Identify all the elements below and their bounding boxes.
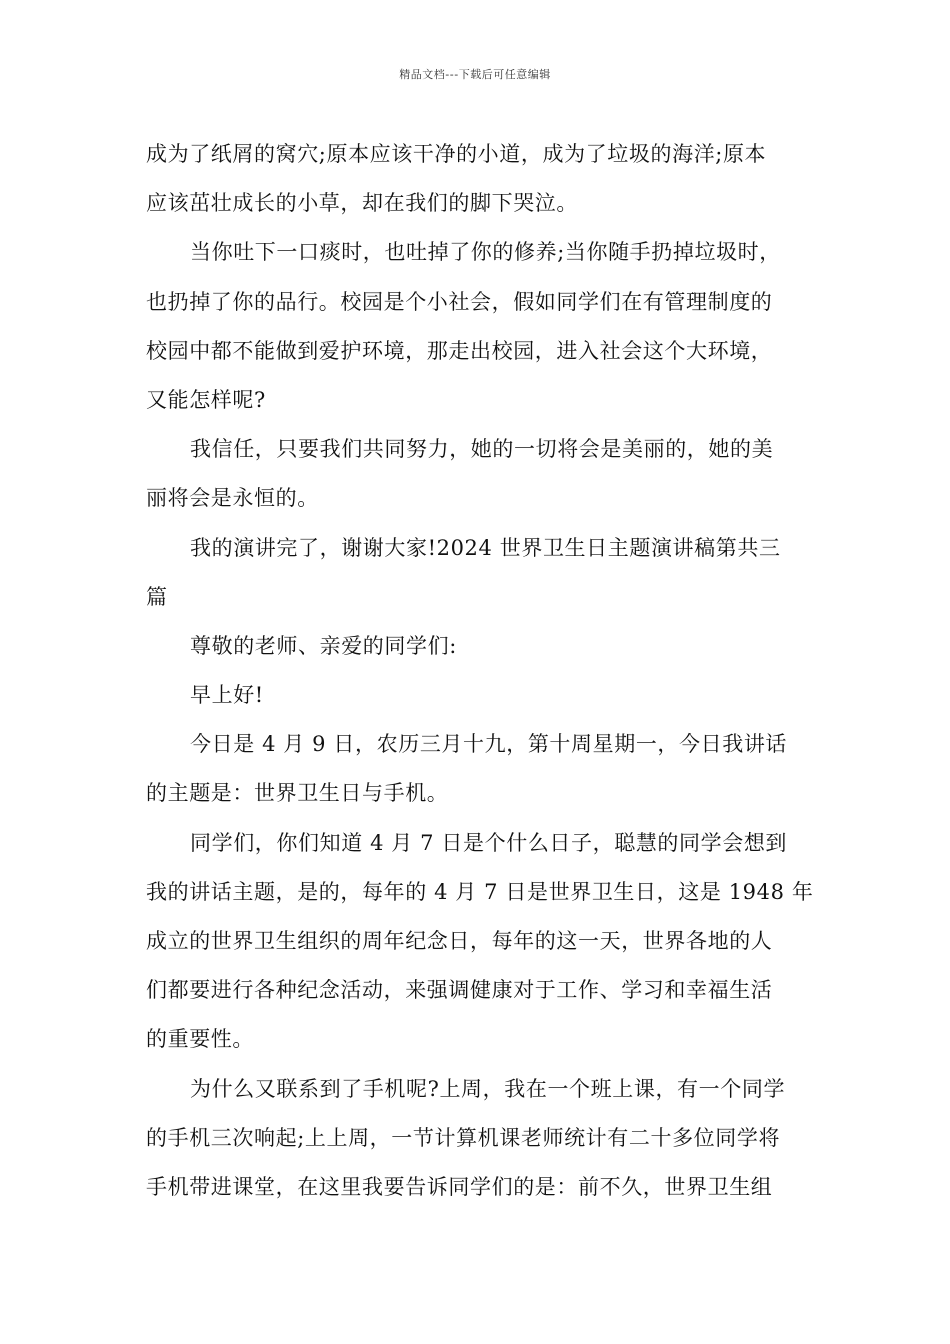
text-line: 丽将会是永恒的。 [146,486,319,511]
text-line: 们都要进行各种纪念活动，来强调健康对于工作、学习和幸福生活 [146,978,773,1003]
page-header: 精品文档---下载后可任意编辑 [399,68,551,81]
text-line: 篇 [146,584,168,609]
text-line: 我的讲话主题，是的，每年的 4 月 7 日是世界卫生日，这是 1948 年 [146,879,814,904]
text-line: 尊敬的老师、亲爱的同学们: [190,633,457,658]
text-line: 今日是 4 月 9 日，农历三月十九，第十周星期一，今日我讲话 [190,732,788,757]
text-line: 应该茁壮成长的小草，却在我们的脚下哭泣。 [146,191,578,216]
text-line: 同学们，你们知道 4 月 7 日是个什么日子，聪慧的同学会想到 [190,830,788,855]
text-line: 的重要性。 [146,1027,254,1052]
text-line: 成立的世界卫生组织的周年纪念日，每年的这一天，世界各地的人 [146,929,773,953]
text-line: 我的演讲完了，谢谢大家!2024 世界卫生日主题演讲稿第共三 [190,535,781,560]
text-line: 我信任，只要我们共同努力，她的一切将会是美丽的，她的美 [190,437,774,462]
text-line: 当你吐下一口痰时，也吐掉了你的修养;当你随手扔掉垃圾时， [190,240,781,265]
document-body [146,130,814,1212]
text-line: 也扔掉了你的品行。校园是个小社会，假如同学们在有管理制度的 [146,289,773,314]
text-line: 手机带进课堂，在这里我要告诉同学们的是：前不久，世界卫生组 [146,1174,773,1199]
text-line: 的手机三次响起;上上周，一节计算机课老师统计有二十多位同学将 [146,1125,781,1150]
text-line: 又能怎样呢? [146,387,266,412]
text-line: 成为了纸屑的窝穴;原本应该干净的小道，成为了垃圾的海洋;原本 [146,142,767,166]
text-line: 为什么又联系到了手机呢?上周，我在一个班上课，有一个同学 [190,1076,786,1101]
text-line: 校园中都不能做到爱护环境，那走出校园，进入社会这个大环境， [146,338,773,363]
text-line: 早上好! [190,683,264,708]
text-line: 的主题是：世界卫生日与手机。 [146,781,449,806]
